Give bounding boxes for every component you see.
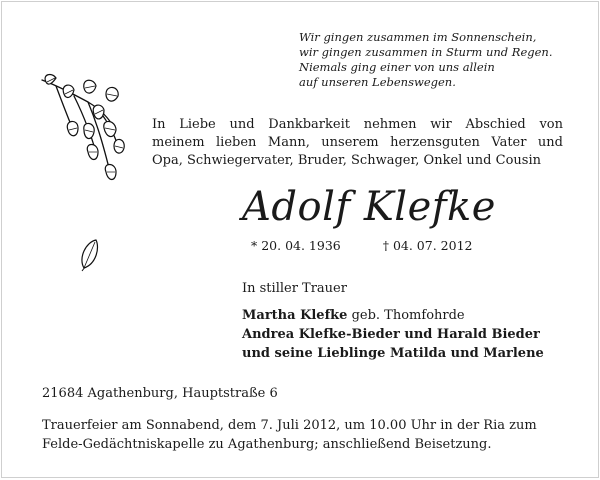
- poem-line: auf unseren Lebenswegen.: [299, 75, 456, 89]
- death-date: † 04. 07. 2012: [382, 238, 473, 253]
- mourner-name: und seine Lieblinge Matilda und Marlene: [242, 346, 544, 361]
- farewell-line: In Liebe und Dankbarkeit nehmen wir Abschied von: [152, 117, 563, 132]
- farewell-line: meinem lieben Mann, unserem herzensguten Vater und: [152, 135, 563, 150]
- mourner-name: Andrea Klefke-Bieder und Harald Bieder: [242, 327, 540, 342]
- farewell-line: Opa, Schwiegervater, Bruder, Schwager, Onkel und Cousin: [152, 153, 541, 168]
- deceased-name: Adolf Klefke: [242, 184, 496, 230]
- service-line: Trauerfeier am Sonnabend, dem 7. Juli 2012, um 10.00 Uhr in der Ria zum: [42, 418, 537, 433]
- birth-date: * 20. 04. 1936: [251, 238, 341, 253]
- mourner-maiden-name: geb. Thomfohrde: [347, 308, 465, 323]
- leaf-branch-icon: [38, 72, 138, 202]
- mourner-line: [242, 344, 544, 363]
- obituary-notice: [1, 1, 599, 478]
- farewell-text: [152, 116, 563, 170]
- mourners-list: [242, 306, 544, 363]
- poem-line: Wir gingen zusammen im Sonnenschein,: [299, 30, 537, 44]
- poem-line: wir gingen zusammen in Sturm und Regen.: [299, 45, 553, 59]
- mourner-line: [242, 306, 544, 325]
- poem: [299, 30, 589, 90]
- funeral-service-info: [42, 416, 566, 454]
- address: 21684 Agathenburg, Hauptstraße 6: [42, 386, 278, 401]
- service-line: Felde-Gedächtniskapelle zu Agathenburg; anschließend Beisetzung.: [42, 437, 492, 452]
- poem-line: Niemals ging einer von uns allein: [299, 60, 495, 74]
- mourner-name: Martha Klefke: [242, 308, 348, 323]
- falling-leaf-icon: [78, 238, 102, 272]
- mourner-line: [242, 325, 544, 344]
- mourning-heading: In stiller Trauer: [242, 281, 347, 296]
- life-dates: [251, 238, 472, 253]
